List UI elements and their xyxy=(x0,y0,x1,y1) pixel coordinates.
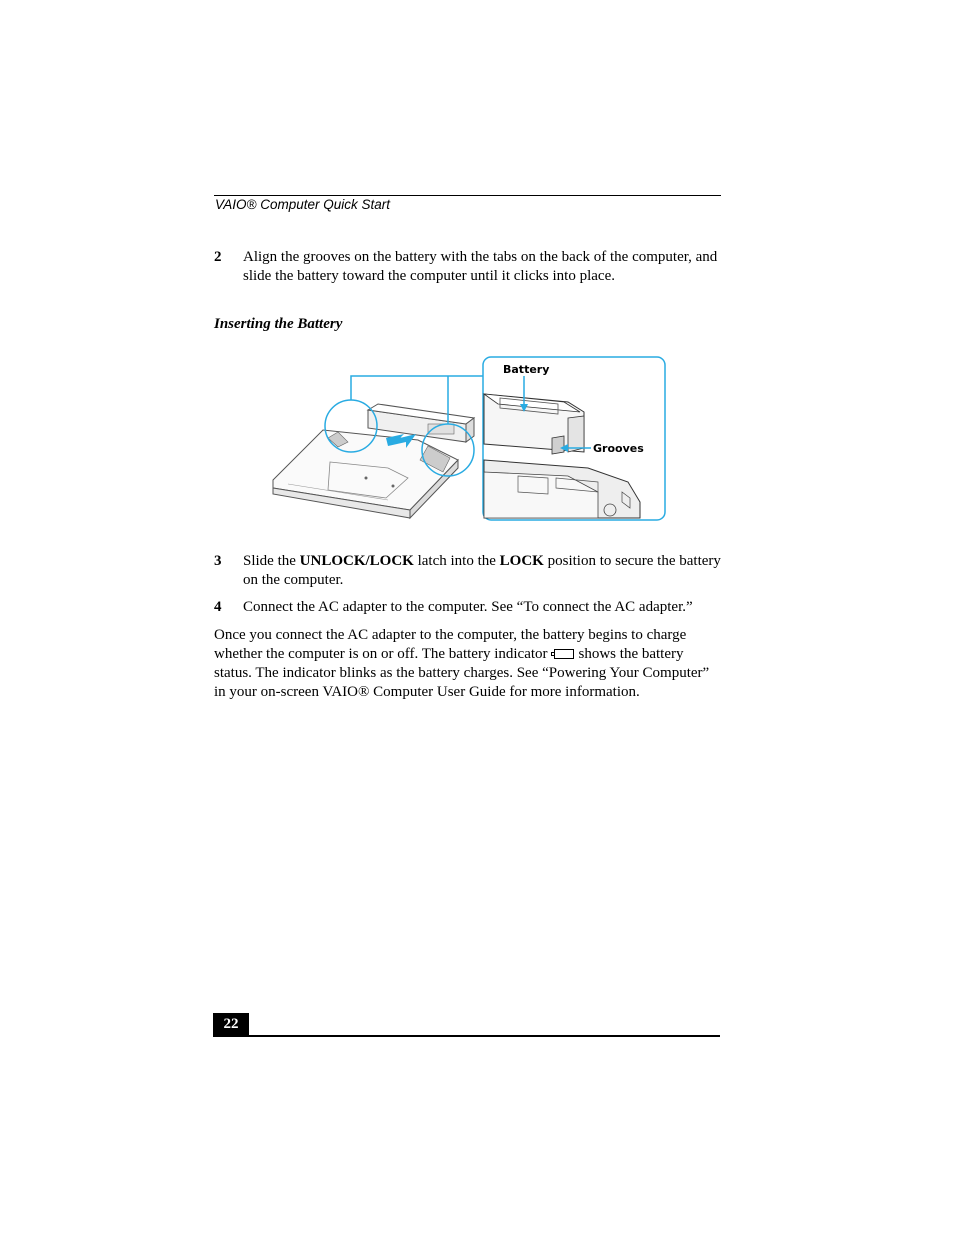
lock-term: LOCK xyxy=(499,553,544,569)
step-2 xyxy=(214,248,724,286)
grooves-label: Grooves xyxy=(593,442,644,455)
unlock-lock-term: UNLOCK/LOCK xyxy=(299,553,414,569)
battery-illustration xyxy=(268,352,668,524)
step-3-text-2: latch into the xyxy=(413,553,500,569)
step-3 xyxy=(214,552,724,590)
header-rule xyxy=(214,195,721,196)
battery-icon xyxy=(554,649,574,659)
figure-caption: Inserting the Battery xyxy=(214,316,343,332)
charging-paragraph xyxy=(214,626,714,702)
paragraph-text-2: shows the battery status. The indicator blinks as the battery charges. See “Powering Your Computer” in your on-screen VAIO® Computer User Guide for more information. xyxy=(214,646,710,700)
paragraph-text-1: Once you connect the AC adapter to the computer, the battery begins to charge whether the computer is on or off. The battery indicator xyxy=(214,627,687,662)
battery-label: Battery xyxy=(503,363,550,376)
running-title: VAIO® Computer Quick Start xyxy=(215,197,391,212)
step-3-text-1: Slide the xyxy=(243,553,300,569)
step-text: Connect the AC adapter to the computer. See “To connect the AC adapter.” xyxy=(243,599,693,615)
battery-insertion-figure xyxy=(268,352,668,524)
step-number: 3 xyxy=(214,553,222,569)
step-3-text-3: position to secure the battery on the computer. xyxy=(243,553,721,588)
step-number: 4 xyxy=(214,599,222,615)
page-number: 22 xyxy=(213,1013,249,1036)
footer-rule xyxy=(213,1035,720,1037)
step-text: Align the grooves on the battery with the tabs on the back of the computer, and slide the battery toward the computer until it clicks into place. xyxy=(243,249,718,284)
step-4 xyxy=(214,598,724,617)
step-number: 2 xyxy=(214,249,222,265)
step-text xyxy=(243,552,724,590)
